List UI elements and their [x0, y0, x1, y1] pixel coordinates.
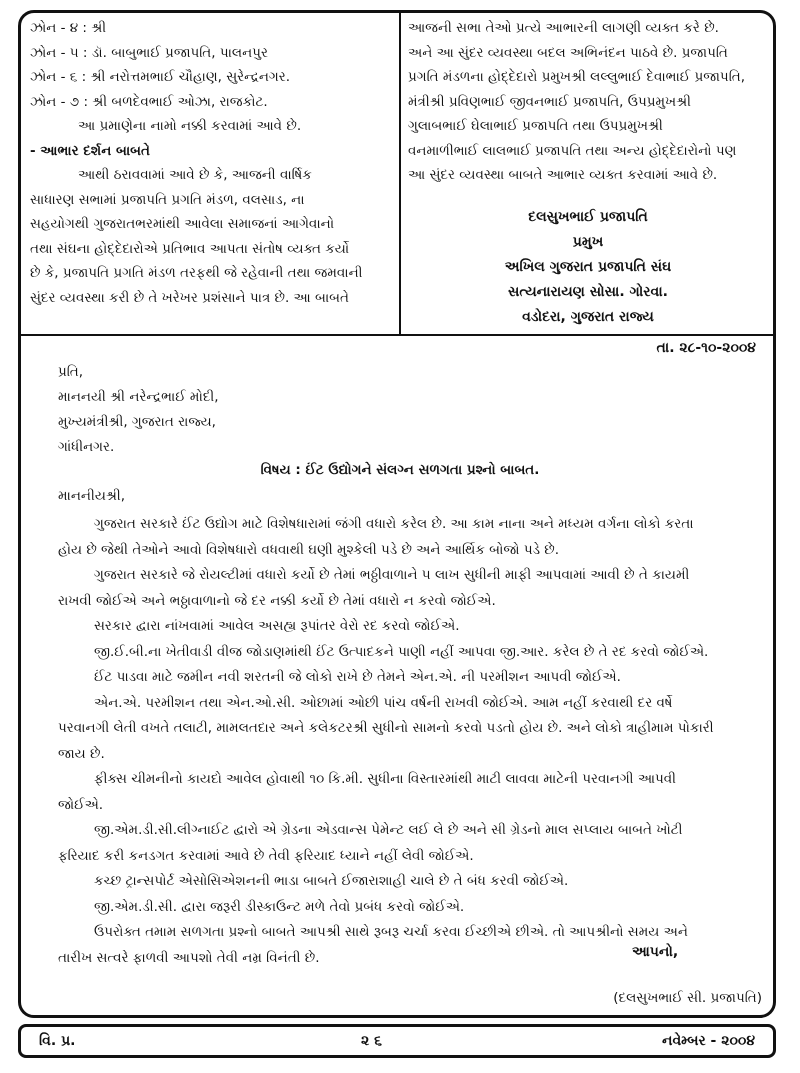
gratitude-line: સહયોગથી ગુજરાતભરમાંથી આવેલા સમાજનાં આગેવાનો — [30, 216, 335, 232]
signature-block — [408, 205, 768, 330]
letter-paragraph — [58, 691, 770, 768]
section-divider — [20, 334, 774, 336]
signature-org: અખિલ ગુજરાત પ્રજાપતિ સંઘ — [504, 259, 672, 275]
paragraph-line: ફરિયાદ કરી કનડગત કરવામાં આવે છે તેવી ફરિયાદ ધ્યાને નહીં લેવી જોઈએ. — [58, 847, 474, 864]
footer-month: નવેમ્બર - ૨૦૦૪ — [662, 1033, 755, 1049]
gratitude-heading: - આભાર દર્શન બાબતે — [30, 142, 150, 159]
right-line: પ્રગતિ મંડળના હોદ્દેદારો પ્રમુખશ્રી લલ્લુભાઈ દેવાભાઈ પ્રજાપતિ, — [408, 69, 745, 85]
letter-address — [58, 360, 219, 460]
address-line: મુખ્યમંત્રીશ્રી, ગુજરાત રાજ્ય, — [58, 414, 216, 430]
paragraph-line: કચ્છ ટ્રાન્સપોર્ટ એસોસિએશનની ભાડા બાબતે ઈજારાશાહી ચાલે છે તે બંધ કરવી જોઈએ. — [94, 873, 569, 889]
paragraph-line: એન.એ. પરમીશન તથા એન.ઓ.સી. ઓછામાં ઓછી પાંચ વર્ષની રાખવી જોઈએ. આમ નહીં કરવાથી દર વર્ષે — [94, 694, 673, 711]
paragraph-line: રાખવી જોઈએ અને ભઠ્ઠાવાળાનો જે દર નક્કી કર્યો છે તેમાં વધારો ન કરવો જોઈએ. — [58, 592, 496, 609]
paragraph-line: જી.ઈ.બી.ના ખેતીવાડી વીજ જોડાણમાંથી ઈંટ ઉત્પાદકને પાણી નહીં આપવા જી.આર. કરેલ છે તે રદ કરવો જોઈએ. — [94, 643, 709, 660]
paragraph-line: ફીક્સ ચીમનીનો કાયદો આવેલ હોવાથી ૧૦ કિ.મી. સુધીના વિસ્તારમાંથી માટી લાવવા માટેની પરવાનગી આપવી — [94, 771, 677, 787]
paragraph-line: ઉપરોક્ત તમામ સળગતા પ્રશ્નો બાબતે આપશ્રી સાથે રૂબરૂ ચર્ચા કરવા ઈચ્છીએ છીએ. તો આપશ્રીનો સમય અને — [94, 924, 688, 940]
letter-signoff: (દલસુખભાઈ સી. પ્રજાપતિ) — [613, 990, 762, 1006]
letter-paragraph — [58, 895, 770, 921]
signature-address: સત્યનારાયણ સોસા. ગોરવા. — [508, 284, 668, 300]
signature-city: વડોદરા, ગુજરાત રાજ્ય — [522, 309, 654, 325]
address-line: માનનયી શ્રી નરેન્દ્રભાઈ મોદી, — [58, 389, 219, 405]
zone-line: ઝોન - ૪ : શ્રી — [30, 20, 107, 36]
letter-closing: આપનો, — [632, 944, 679, 960]
signature-name: દલસુખભાઈ પ્રજાપતિ — [528, 209, 648, 225]
letter-salutation: માનનીયશ્રી, — [58, 488, 126, 504]
letter-paragraph — [58, 640, 770, 666]
paragraph-line: જાય છે. — [58, 745, 105, 762]
zone-line: ઝોન - ૭ : શ્રી બળદેવભાઈ ઓઝા, રાજકોટ. — [30, 93, 268, 110]
paragraph-line: ગુજરાત સરકારે ઈંટ ઉદ્યોગ માટે વિશેષધારામાં જંગી વધારો કરેલ છે. આ કામ નાના અને મધ્યમ વર્ગના લોકો કરતા — [94, 516, 694, 532]
paragraph-line: જી.એમ.ડી.સી. દ્વારા જરૂરી ડીસ્કાઉન્ટ મળે તેવો પ્રબંધ કરવો જોઈએ. — [94, 898, 465, 915]
gratitude-line: સુંદર વ્યવસ્થા કરી છે તે ખરેખર પ્રશંસાને પાત્ર છે. આ બાબતે — [30, 289, 349, 306]
gratitude-line: છે કે, પ્રજાપતિ પ્રગતિ મંડળ તરફથી જે રહેવાની તથા જમવાની — [30, 265, 363, 281]
right-line: અને આ સુંદર વ્યવસ્થા બદલ અભિનંદન પાઠવે છે. પ્રજાપતિ — [408, 44, 728, 61]
address-line: પ્રતિ, — [58, 364, 84, 380]
right-line: આ સુંદર વ્યવસ્થા બાબતે આભાર વ્યક્ત કરવામાં આવે છે. — [408, 167, 718, 183]
letter-paragraph — [58, 512, 770, 563]
paragraph-line: ગુજરાત સરકારે જે રોયલ્ટીમાં વધારો કર્યો છે તેમાં ભઠ્ઠીવાળાને ૫ લાખ સુધીની માફી આપવામાં આવી છે તે કાયમી — [94, 567, 690, 583]
right-line: ગુલાબભાઈ ઘેલાભાઈ પ્રજાપતિ તથા ઉપપ્રમુખશ્રી — [408, 118, 663, 134]
letter-date: તા. ૨૮-૧૦-૨૦૦૪ — [656, 340, 756, 356]
paragraph-line: તારીખ સત્વરે ફાળવી આપશો તેવી નમ્ર વિનંતી છે. — [58, 949, 320, 966]
address-line: ગાંધીનગર. — [58, 439, 115, 455]
letter-body — [58, 512, 770, 971]
right-line: મંત્રીશ્રી પ્રવિણભાઈ જીવનભાઈ પ્રજાપતિ, ઉપપ્રમુખશ્રી — [408, 93, 691, 110]
right-line: વનમાળીભાઈ લાલભાઈ પ્રજાપતિ તથા અન્ય હોદ્દેદારોનો પણ — [408, 142, 737, 159]
zone-line: ઝોન - ૫ : ડૉ. બાબુભાઈ પ્રજાપતિ, પાલનપુર — [30, 44, 268, 61]
page-footer — [18, 1024, 776, 1058]
letter-paragraph — [58, 563, 770, 614]
zone-line: ઝોન - ૬ : શ્રી નરોત્તમભાઈ ચૌહાણ, સુરેન્દ્રનગર. — [30, 69, 291, 85]
column-divider — [399, 12, 401, 334]
paragraph-line: જોઈએ. — [58, 796, 104, 813]
footer-page-number: ૨ ૬ — [361, 1033, 382, 1049]
paragraph-line: ઈંટ પાડવા માટે જમીન નવી શરતની જે લોકો રાખે છે તેમને એન.એ. ની પરમીશન આપવી જોઈએ. — [94, 669, 621, 685]
names-fixed-line: આ પ્રમાણેના નામો નક્કી કરવામાં આવે છે. — [78, 118, 302, 134]
gratitude-line: આથી ઠરાવવામાં આવે છે કે, આજની વાર્ષિક — [78, 167, 312, 183]
letter-subject: વિષય : ઈંટ ઉદ્યોગને સંલગ્ન સળગતા પ્રશ્નો બાબત. — [260, 462, 540, 478]
paragraph-line: પરવાનગી લેતી વખતે તલાટી, મામલતદાર અને કલેકટરશ્રી સુધીનો સામનો કરવો પડતો હોય છે. અને લોકો ત્રાહીમામ પોકારી — [58, 720, 714, 736]
letter-paragraph — [58, 818, 770, 869]
letter-paragraph — [58, 767, 770, 818]
letter-paragraph — [58, 869, 770, 895]
paragraph-line: સરકાર દ્વારા નાંખવામાં આવેલ અસહ્ય રૂપાંતર વેરો રદ કરવો જોઈએ. — [94, 618, 460, 634]
right-column — [408, 16, 768, 188]
paragraph-line: હોય છે જેથી તેઓને આવો વિશેષધારો વધવાથી ઘણી મુશ્કેલી પડે છે અને આર્થિક બોજો પડે છે. — [58, 541, 560, 558]
gratitude-line: તથા સંઘના હોદ્દેદારોએ પ્રતિભાવ આપતા સંતોષ વ્યક્ત કર્યો — [30, 240, 350, 257]
right-line: આજની સભા તેઓ પ્રત્યે આભારની લાગણી વ્યક્ત કરે છે. — [408, 20, 719, 36]
left-column — [30, 16, 392, 310]
paragraph-line: જી.એમ.ડી.સી.લીગ્નાઈટ દ્વારો એ ગ્રેડના એડવાન્સ પેમેન્ટ લઈ લે છે અને સી ગ્રેડનો માલ સપ્લાય બાબતે ખોટી — [94, 822, 683, 838]
signature-title: પ્રમુખ — [572, 234, 604, 250]
letter-paragraph — [58, 614, 770, 640]
gratitude-line: સાધારણ સભામાં પ્રજાપતિ પ્રગતિ મંડળ, વલસાડ, ના — [30, 191, 305, 208]
letter-paragraph — [58, 665, 770, 691]
footer-publication: વિ. પ્ર. — [39, 1033, 76, 1049]
